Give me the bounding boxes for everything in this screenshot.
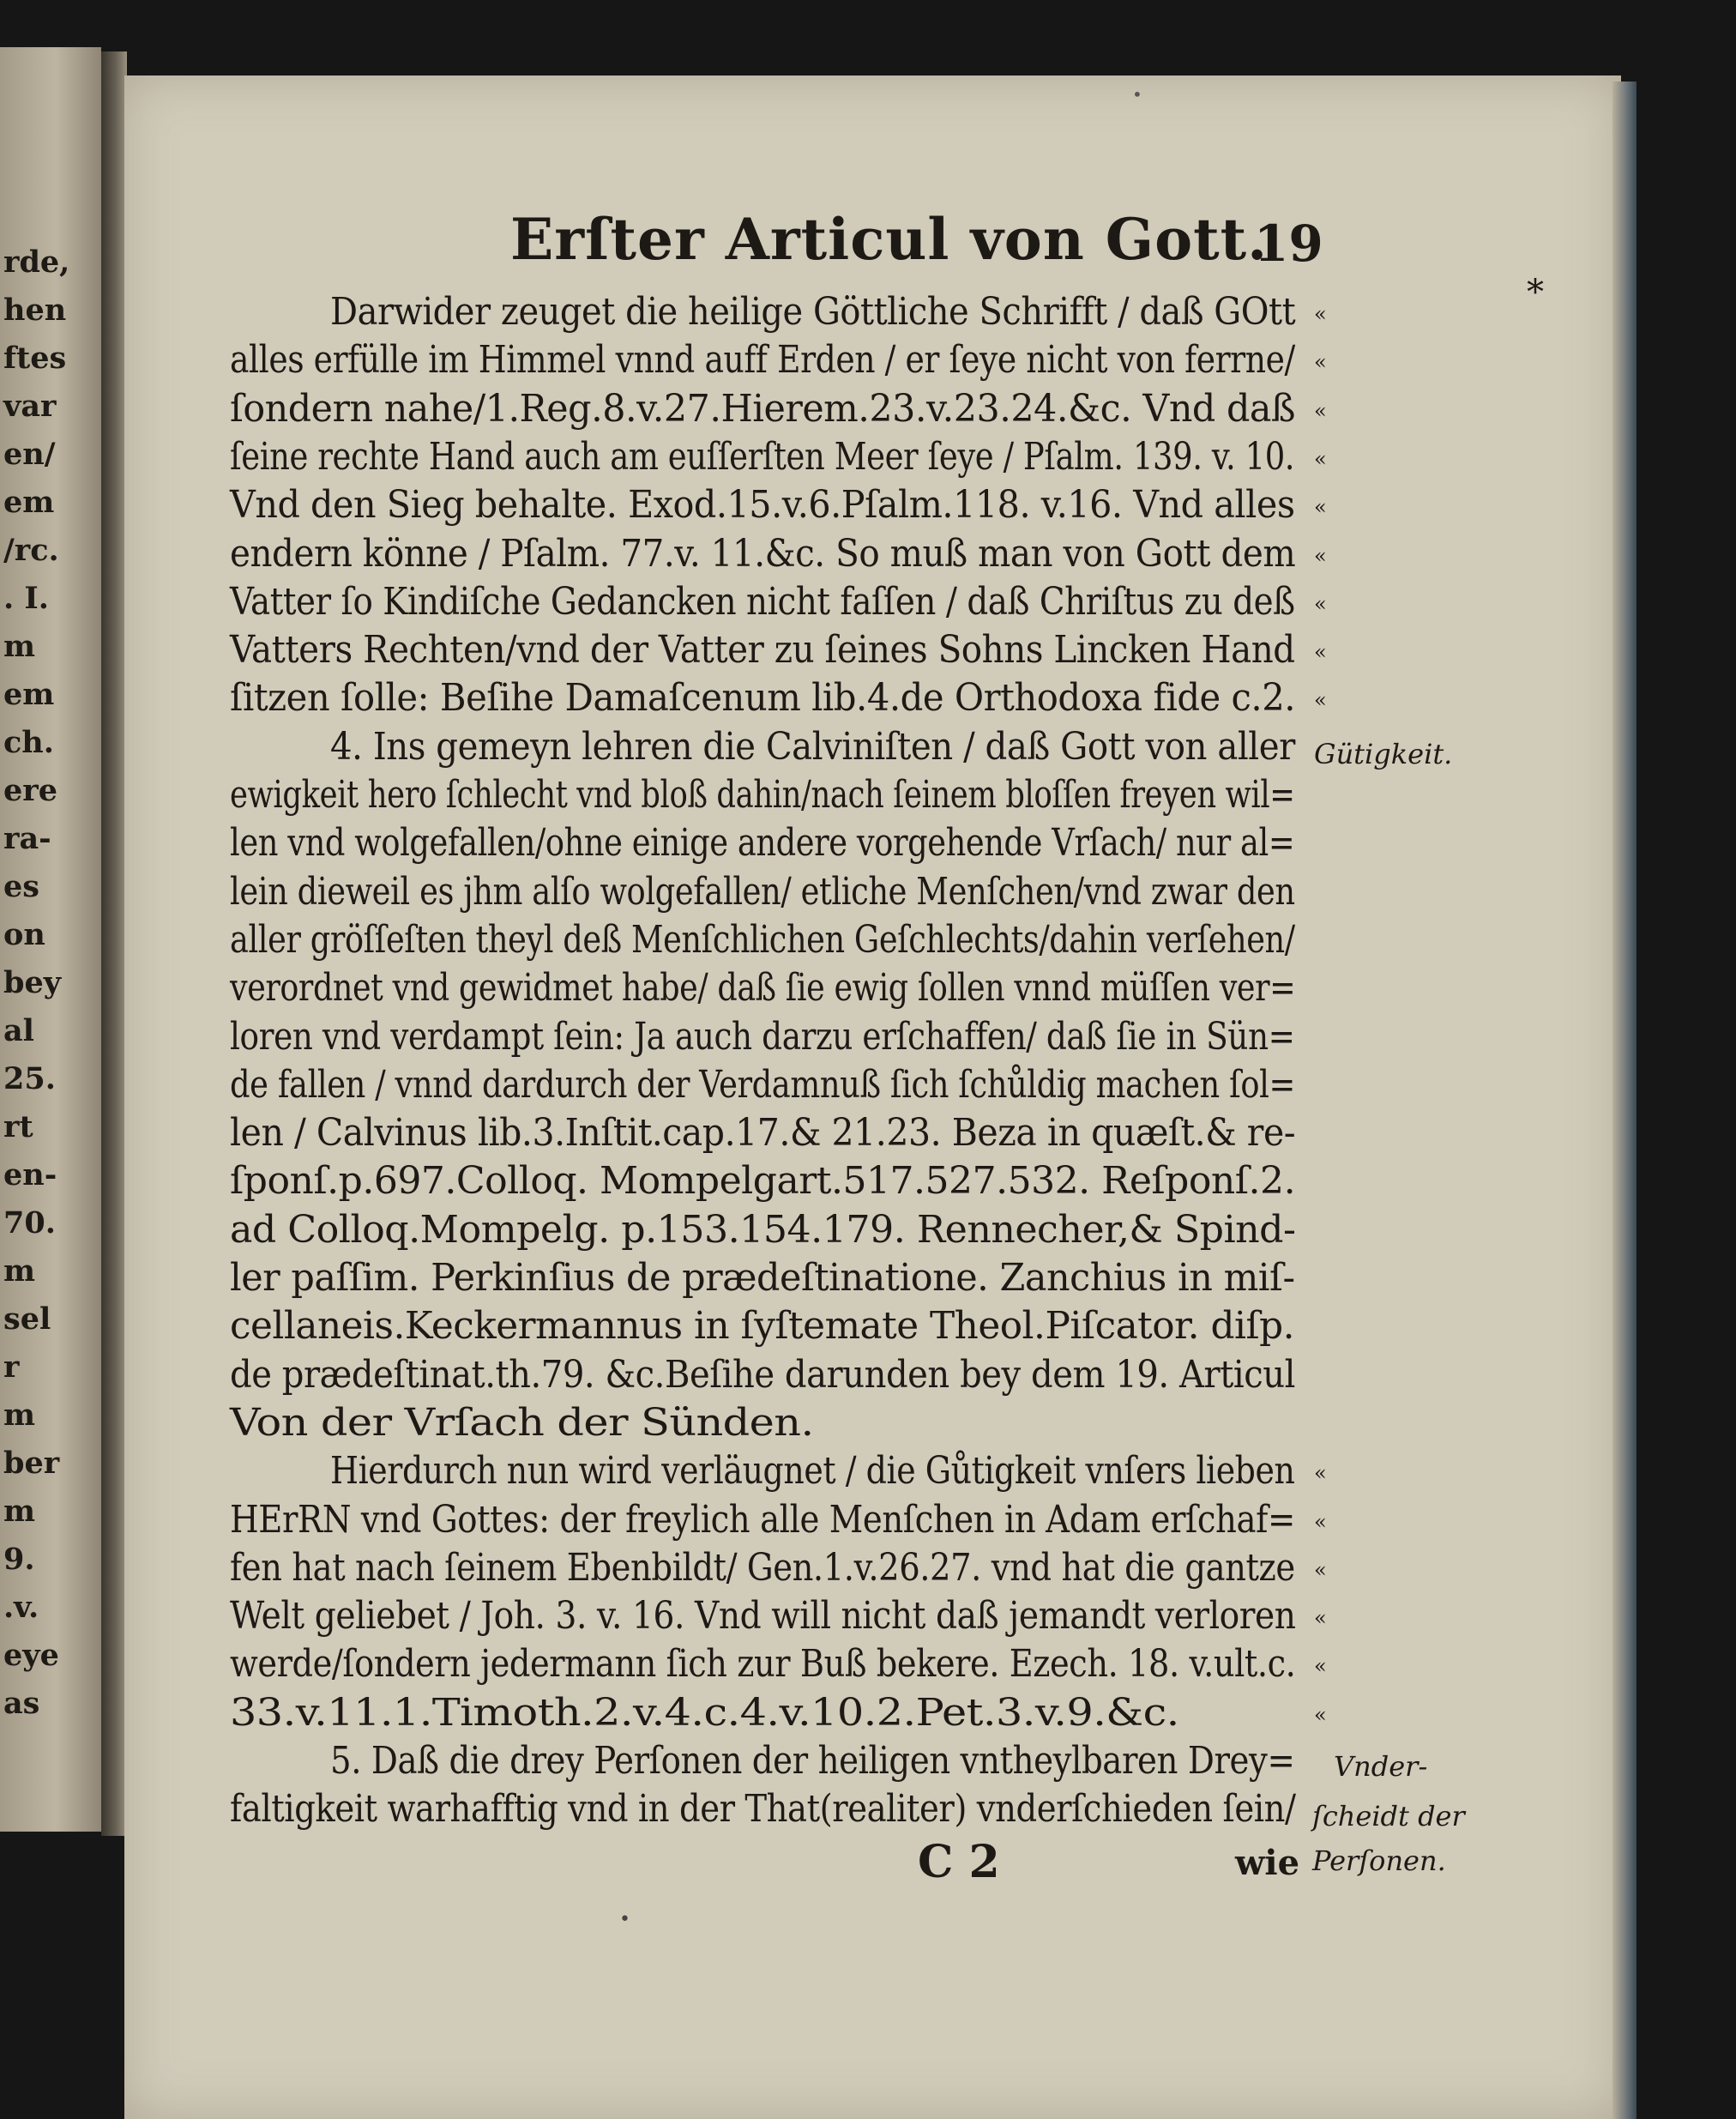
- left-page-fragment: as: [3, 1686, 40, 1721]
- left-page-fragment: ra-: [3, 821, 51, 856]
- text-line: verordnet vnd gewidmet habe/ daß ſie ewig ſollen vnnd müſſen ver=: [230, 966, 1296, 1011]
- ink-dot: •: [619, 1909, 630, 1930]
- left-page-fragment: . I.: [3, 581, 49, 616]
- text-line: de prædeſtinat.th.79. &c.Beſihe darunden bey dem 19. Articul: [230, 1352, 1295, 1397]
- quotation-mark: «: [1314, 495, 1327, 520]
- text-line: alles erfülle im Himmel vnnd auff Erden / er ſeye nicht von ferrne/: [230, 338, 1295, 383]
- quotation-mark: «: [1314, 1654, 1327, 1679]
- left-page-fragment: es: [3, 869, 39, 904]
- text-line: werde/ſondern jedermann ſich zur Buß bekere. Ezech. 18. v.ult.c.: [230, 1642, 1296, 1687]
- text-line: ler paſſim. Perkinſius de prædeſtinatione. Zanchius in miſ-: [230, 1256, 1295, 1300]
- left-page-fragment: 25.: [3, 1061, 56, 1096]
- left-page-fragment: rde,: [3, 244, 70, 280]
- page-number: 19: [1254, 214, 1323, 273]
- quotation-mark: «: [1314, 1461, 1327, 1486]
- left-page-fragment: .v.: [3, 1590, 39, 1625]
- left-page-fragment: m: [3, 1494, 36, 1529]
- left-page-fragment: m: [3, 1253, 36, 1289]
- text-line: lein dieweil es jhm alſo wolgefallen/ etliche Menſchen/vnd zwar den: [230, 869, 1295, 914]
- text-line: Hierdurch nun wird verläugnet / die Gůtigkeit vnſers lieben: [330, 1449, 1295, 1494]
- left-page-fragment: ber: [3, 1446, 60, 1481]
- quotation-mark: «: [1314, 302, 1327, 326]
- left-page-fragment: bey: [3, 965, 62, 1000]
- text-line: 5. Daß die drey Perſonen der heiligen vntheylbaren Drey=: [330, 1739, 1295, 1783]
- left-page-fragment: hen: [3, 293, 67, 328]
- text-line: len / Calvinus lib.3.Inſtit.cap.17.& 21.23. Beza in quæſt.& re-: [230, 1111, 1296, 1156]
- text-line: len vnd wolgefallen/ohne einige andere vorgehende Vrſach/ nur al=: [230, 821, 1295, 866]
- left-page-fragment: eye: [3, 1638, 59, 1673]
- margin-asterisk: *: [1527, 273, 1544, 312]
- left-page-fragment: on: [3, 917, 45, 952]
- text-line: fen hat nach ſeinem Ebenbildt/ Gen.1.v.26.27. vnd hat die gantze: [230, 1545, 1295, 1590]
- text-line: Vatter ſo Kindiſche Gedancken nicht faſſen / daß Chriſtus zu deß: [230, 579, 1295, 624]
- margin-note-guetigkeit: Gütigkeit.: [1314, 738, 1453, 770]
- text-line: Vatters Rechten/vnd der Vatter zu ſeines Sohns Lincken Hand: [230, 628, 1295, 673]
- left-page-fragment: r: [3, 1349, 20, 1385]
- text-line: Welt geliebet / Joh. 3. v. 16. Vnd will nicht daß jemandt verloren: [230, 1594, 1296, 1639]
- text-line: endern könne / Pſalm. 77.v. 11.&c. So muß man von Gott dem: [230, 531, 1296, 576]
- text-line: ewigkeit hero ſchlecht vnd bloß dahin/nach ſeinem bloſſen freyen wil=: [230, 773, 1295, 817]
- text-line: 4. Ins gemeyn lehren die Calviniſten / daß Gott von aller: [330, 724, 1295, 769]
- text-line: 33.v.11.1.Timoth.2.v.4.c.4.v.10.2.Pet.3.v.9.&c.: [230, 1690, 1179, 1735]
- left-page-fragment: ch.: [3, 725, 54, 760]
- text-line: ſitzen ſolle: Beſihe Damaſcenum lib.4.de Orthodoxa fide c.2.: [230, 676, 1296, 721]
- left-page-fragment: ftes: [3, 341, 67, 376]
- catchword: wie: [1235, 1843, 1300, 1883]
- text-line: Von der Vrſach der Sünden.: [230, 1400, 814, 1445]
- left-page-fragment: 9.: [3, 1542, 35, 1577]
- text-line: ſeine rechte Hand auch am euſſerſten Meer ſeye / Pſalm. 139. v. 10.: [230, 434, 1295, 479]
- margin-note-underscheidt-2: ſcheidt der: [1312, 1800, 1465, 1832]
- quotation-mark: «: [1314, 1606, 1327, 1631]
- quotation-mark: «: [1314, 1509, 1327, 1534]
- text-line: cellaneis.Keckermannus in ſyſtemate Theol.Piſcator. diſp.: [230, 1304, 1295, 1349]
- text-line: faltigkeit warhafftig vnd in der That(realiter) vnderſchieden ſein/: [230, 1787, 1296, 1832]
- text-line: ſondern nahe/1.Reg.8.v.27.Hierem.23.v.23.24.&c. Vnd daß: [230, 386, 1296, 431]
- text-line: de fallen / vnnd dardurch der Verdamnuß ſich ſchůldig machen ſol=: [230, 1062, 1295, 1107]
- quotation-mark: «: [1314, 591, 1327, 616]
- left-page-fragment: m: [3, 1398, 36, 1433]
- text-line: ad Colloq.Mompelg. p.153.154.179. Rennecher,& Spind-: [230, 1207, 1296, 1252]
- left-page-fragment: ere: [3, 773, 57, 808]
- left-page-fragment: al: [3, 1013, 34, 1048]
- quotation-mark: «: [1314, 688, 1327, 713]
- left-page-fragment: /rc.: [3, 533, 59, 568]
- left-page-fragment: en/: [3, 437, 56, 472]
- text-line: ſponſ.p.697.Colloq. Mompelgart.517.527.532. Reſponſ.2.: [230, 1159, 1296, 1204]
- text-line: loren vnd verdampt ſein: Ja auch darzu erſchaffen/ daß ſie in Sün=: [230, 1014, 1295, 1059]
- book-gutter: [101, 51, 127, 1836]
- quotation-mark: «: [1314, 543, 1327, 568]
- quotation-mark: «: [1314, 350, 1327, 375]
- left-page-fragment: em: [3, 677, 55, 712]
- quotation-mark: «: [1314, 640, 1327, 665]
- quotation-mark: «: [1314, 398, 1327, 423]
- text-line: HErRN vnd Gottes: der freylich alle Menſchen in Adam erſchaf=: [230, 1497, 1295, 1542]
- left-page-fragment: m: [3, 629, 36, 664]
- page-edge: [1612, 82, 1637, 2119]
- margin-note-underscheidt-3: Perſonen.: [1312, 1844, 1446, 1877]
- left-page-fragment: 70.: [3, 1205, 56, 1241]
- left-page-fragment: en-: [3, 1157, 57, 1192]
- running-title: Erſter Articul von Gott.: [510, 206, 1269, 273]
- left-page-fragment: rt: [3, 1109, 33, 1144]
- ink-dot: •: [1132, 84, 1142, 105]
- margin-note-underscheidt-1: Vnder-: [1334, 1750, 1428, 1783]
- quotation-mark: «: [1314, 1557, 1327, 1582]
- text-line: aller gröſſeſten theyl deß Menſchlichen Geſchlechts/dahin verſehen/: [230, 917, 1295, 962]
- left-page-fragment: sel: [3, 1301, 51, 1337]
- quotation-mark: «: [1314, 446, 1327, 471]
- text-line: Darwider zeuget die heilige Göttliche Schrifft / daß GOtt: [330, 290, 1296, 334]
- text-line: Vnd den Sieg behalte. Exod.15.v.6.Pſalm.118. v.16. Vnd alles: [230, 483, 1295, 528]
- left-page-fragment: var: [3, 389, 57, 424]
- left-page-fragment: em: [3, 485, 55, 520]
- quotation-mark: «: [1314, 1702, 1327, 1727]
- signature-mark: C 2: [918, 1836, 1000, 1888]
